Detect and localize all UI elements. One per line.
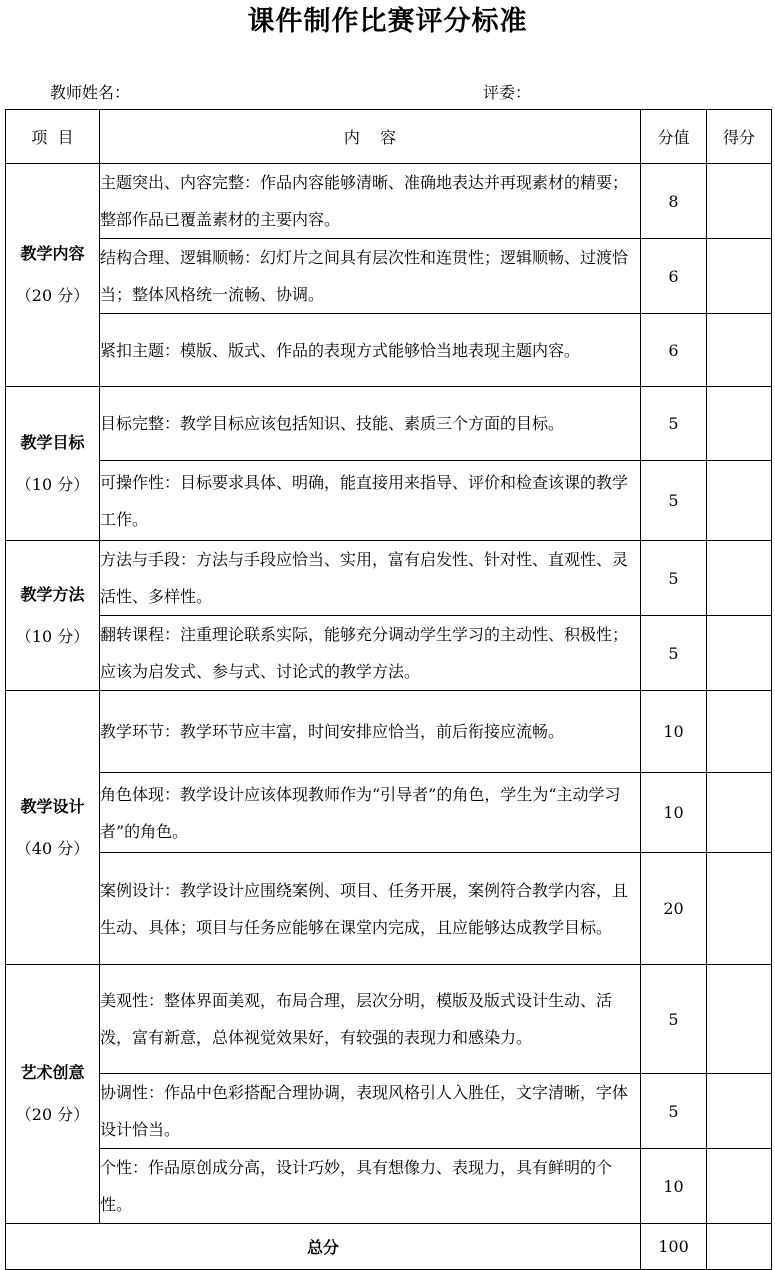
table-row: [6, 164, 772, 239]
judge-label: 评委：: [483, 83, 532, 102]
score-cell[interactable]: [707, 691, 772, 773]
table-row: [6, 461, 772, 541]
score-cell[interactable]: [707, 461, 772, 541]
header-score: 得分: [707, 110, 772, 164]
criterion-points: 10: [641, 691, 707, 773]
criterion-points: 10: [641, 773, 707, 853]
total-row: [6, 1224, 772, 1270]
category-points: （10 分）: [15, 626, 90, 646]
table-header-row: [6, 110, 772, 164]
score-cell[interactable]: [707, 1149, 772, 1224]
score-cell[interactable]: [707, 853, 772, 965]
score-cell[interactable]: [707, 1074, 772, 1149]
criterion-points: 20: [641, 853, 707, 965]
category-points: （10 分）: [15, 474, 90, 494]
category-cell: [6, 164, 100, 387]
category-name: 教学设计: [20, 796, 85, 816]
criterion-points: 5: [641, 461, 707, 541]
score-cell[interactable]: [707, 387, 772, 461]
criterion-points: 5: [641, 965, 707, 1074]
criterion-points: 6: [641, 239, 707, 314]
criterion-points: 10: [641, 1149, 707, 1224]
criterion-text: 协调性：作品中色彩搭配合理协调，表现风格引人入胜任，文字清晰，字体设计恰当。: [100, 1074, 641, 1149]
criterion-text: 方法与手段：方法与手段应恰当、实用，富有启发性、针对性、直观性、灵活性、多样性。: [100, 541, 641, 616]
category-cell: [6, 387, 100, 541]
score-cell[interactable]: [707, 314, 772, 387]
score-cell[interactable]: [707, 616, 772, 691]
score-cell[interactable]: [707, 541, 772, 616]
category-points: （40 分）: [15, 838, 90, 858]
total-points: 100: [641, 1224, 707, 1270]
criterion-text: 教学环节：教学环节应丰富，时间安排应恰当，前后衔接应流畅。: [100, 691, 641, 773]
category-name: 教学方法: [20, 584, 85, 604]
criterion-text: 主题突出、内容完整：作品内容能够清晰、准确地表达并再现素材的精要；整部作品已覆盖素材的主要内容。: [100, 164, 641, 239]
table-row: [6, 773, 772, 853]
header-item: 项 目: [6, 110, 100, 164]
total-label: 总分: [6, 1224, 641, 1270]
criterion-text: 美观性：整体界面美观，布局合理，层次分明，模版及版式设计生动、活泼，富有新意，总体视觉效果好，有较强的表现力和感染力。: [100, 965, 641, 1074]
scoring-table: [5, 109, 772, 1270]
score-cell[interactable]: [707, 773, 772, 853]
criterion-text: 结构合理、逻辑顺畅：幻灯片之间具有层次性和连贯性；逻辑顺畅、过渡恰当；整体风格统一流畅、协调。: [100, 239, 641, 314]
criterion-points: 8: [641, 164, 707, 239]
criterion-text: 翻转课程：注重理论联系实际，能够充分调动学生学习的主动性、积极性；应该为启发式、参与式、讨论式的教学方法。: [100, 616, 641, 691]
criterion-points: 5: [641, 541, 707, 616]
table-row: [6, 691, 772, 773]
criterion-points: 5: [641, 1074, 707, 1149]
criterion-points: 6: [641, 314, 707, 387]
criterion-text: 紧扣主题：模版、版式、作品的表现方式能够恰当地表现主题内容。: [100, 314, 641, 387]
table-row: [6, 853, 772, 965]
criterion-points: 5: [641, 616, 707, 691]
criterion-text: 个性：作品原创成分高，设计巧妙，具有想像力、表现力，具有鲜明的个性。: [100, 1149, 641, 1224]
header-content: 内 容: [100, 110, 641, 164]
category-name: 教学内容: [20, 244, 85, 263]
score-cell[interactable]: [707, 239, 772, 314]
table-row: [6, 1149, 772, 1224]
category-cell: [6, 965, 100, 1224]
category-cell: [6, 541, 100, 691]
category-cell: [6, 691, 100, 965]
category-points: （20 分）: [15, 286, 90, 305]
score-cell[interactable]: [707, 965, 772, 1074]
category-name: 教学目标: [20, 432, 85, 452]
table-row: [6, 965, 772, 1074]
table-row: [6, 541, 772, 616]
category-points: （20 分）: [15, 1105, 90, 1124]
criterion-text: 目标完整：教学目标应该包括知识、技能、素质三个方面的目标。: [100, 387, 641, 461]
table-row: [6, 1074, 772, 1149]
table-row: [6, 616, 772, 691]
category-name: 艺术创意: [20, 1063, 85, 1082]
table-row: [6, 314, 772, 387]
document-title: 课件制作比赛评分标准: [247, 6, 528, 37]
teacher-name-label: 教师姓名：: [50, 83, 131, 102]
score-cell[interactable]: [707, 164, 772, 239]
table-row: [6, 239, 772, 314]
total-score-cell[interactable]: [707, 1224, 772, 1270]
criterion-text: 可操作性：目标要求具体、明确，能直接用来指导、评价和检查该课的教学工作。: [100, 461, 641, 541]
header-points: 分值: [641, 110, 707, 164]
criterion-text: 角色体现：教学设计应该体现教师作为“引导者”的角色，学生为“主动学习者”的角色。: [100, 773, 641, 853]
criterion-points: 5: [641, 387, 707, 461]
criterion-text: 案例设计：教学设计应围绕案例、项目、任务开展，案例符合教学内容，且生动、具体；项目与任务应能够在课堂内完成，且应能够达成教学目标。: [100, 853, 641, 965]
table-row: [6, 387, 772, 461]
